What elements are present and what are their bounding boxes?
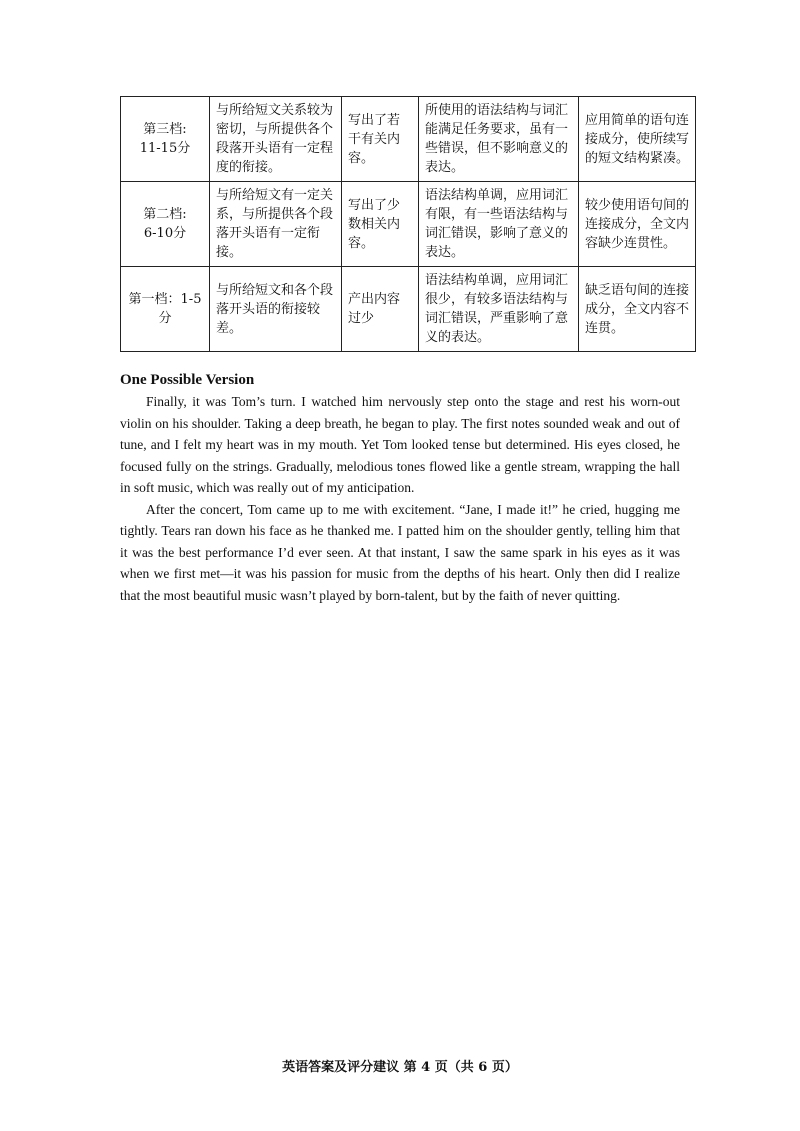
level-cell (121, 97, 210, 182)
level-score: 11-15分 (139, 141, 191, 156)
content-cell: 写出了少数相关内容。 (342, 182, 419, 267)
relation-cell: 与所给短文和各个段落开头语的衔接较差。 (210, 267, 342, 352)
cohesion-cell: 缺乏语句间的连接成分，全文内容不连贯。 (579, 267, 696, 352)
relation-cell: 与所给短文有一定关系，与所提供各个段落开头语有一定衔接。 (210, 182, 342, 267)
page-footer: 英语答案及评分建议 第 4 页（共 6 页） (282, 1060, 518, 1075)
level-cell (121, 267, 210, 352)
essay-title: One Possible Version (120, 372, 255, 388)
content-cell: 产出内容过少 (342, 267, 419, 352)
content-cell: 写出了若干有关内容。 (342, 97, 419, 182)
rubric-row-level-1 (121, 267, 696, 352)
language-cell: 所使用的语法结构与词汇能满足任务要求，虽有一些错误，但不影响意义的表达。 (419, 97, 579, 182)
rubric-row-level-3 (121, 97, 696, 182)
relation-cell: 与所给短文关系较为密切，与所提供各个段落开头语有一定程度的衔接。 (210, 97, 342, 182)
scoring-rubric-table (120, 96, 696, 352)
level-cell (121, 182, 210, 267)
level-name: 第三档: (143, 122, 187, 137)
essay-paragraph: Finally, it was Tom’s turn. I watched him nervously step onto the stage and rest his worn-out violin on his shoulder. Taking a deep breath, he began to play. The first notes sounded weak and out of tune, and I felt my heart was in my mouth. Yet Tom looked tense but determined. His eyes closed, he focused fully on the strings. Gradually, melodious tones flowed like a gentle stream, wrapping the hall in soft music, which was really out of my anticipation. (120, 394, 680, 495)
level-score: 6-10分 (143, 226, 187, 241)
essay-paragraph: After the concert, Tom came up to me with excitement. “Jane, I made it!” he cried, hugging me tightly. Tears ran down his face as he thanked me. I patted him on the shoulder gently, telling him that it was the best performance I’d ever seen. At that instant, I saw the same spark in his eyes as it was when we first met—it was his passion for music from the depths of his heart. Only then did I realize that the most beautiful music wasn’t played by born-talent, but by the faith of never quitting. (120, 501, 680, 603)
rubric-row-level-2 (121, 182, 696, 267)
cohesion-cell: 应用简单的语句连接成分，使所续写的短文结构紧凑。 (579, 97, 696, 182)
language-cell: 语法结构单调，应用词汇有限，有一些语法结构与词汇错误，影响了意义的表达。 (419, 182, 579, 267)
language-cell: 语法结构单调，应用词汇很少，有较多语法结构与词汇错误，严重影响了意义的表达。 (419, 267, 579, 352)
level-score: 分 (158, 311, 172, 326)
level-name: 第一档：1-5 (128, 292, 202, 307)
level-name: 第二档: (143, 207, 187, 222)
sample-essay (120, 372, 680, 606)
cohesion-cell: 较少使用语句间的连接成分，全文内容缺少连贯性。 (579, 182, 696, 267)
